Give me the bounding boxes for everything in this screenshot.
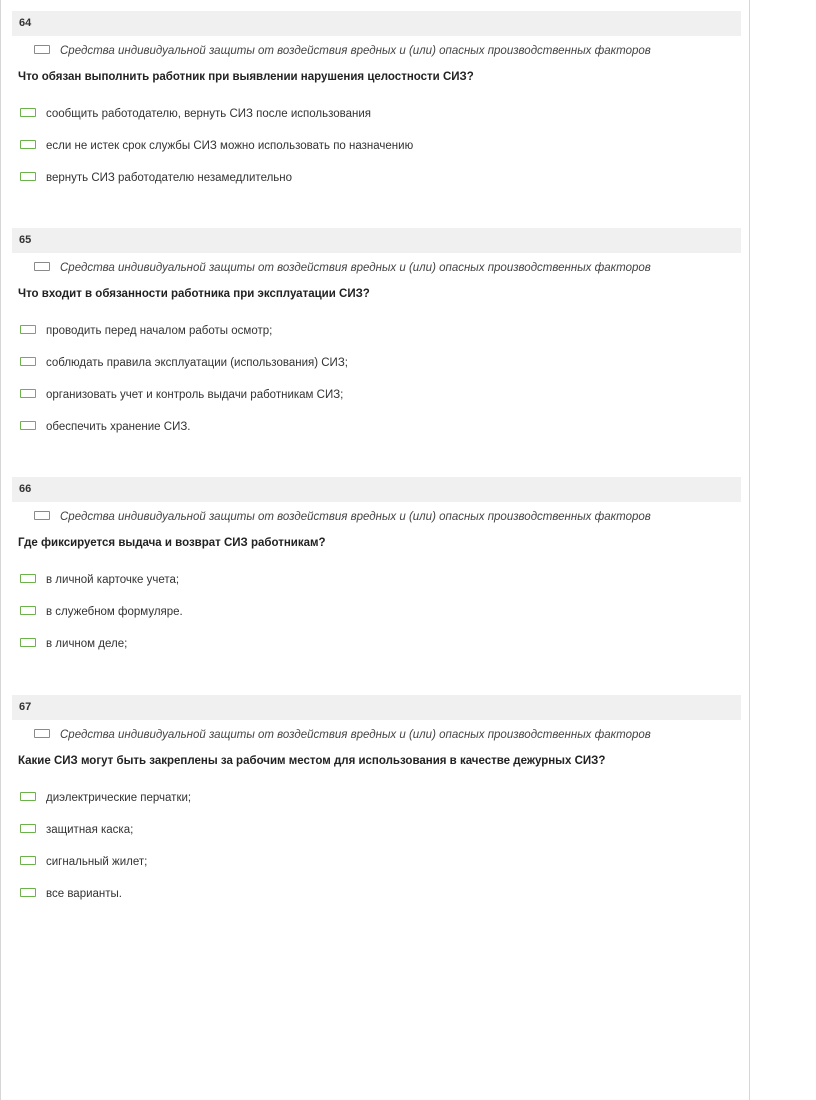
image-icon — [20, 888, 36, 897]
image-icon — [20, 325, 36, 334]
question-header — [12, 11, 741, 36]
image-icon — [20, 421, 36, 430]
question-number: 66 — [19, 483, 32, 495]
image-icon — [20, 140, 36, 149]
question-header — [12, 477, 741, 502]
answer-text: обеспечить хранение СИЗ. — [46, 421, 191, 433]
answer-option[interactable] — [20, 325, 348, 357]
answer-option[interactable] — [20, 172, 413, 204]
image-icon — [34, 45, 50, 54]
answer-text: в личном деле; — [46, 638, 128, 650]
question-text: Где фиксируется выдача и возврат СИЗ работникам? — [18, 537, 326, 549]
answer-text: диэлектрические перчатки; — [46, 792, 192, 804]
image-icon — [20, 856, 36, 865]
question-header — [12, 695, 741, 720]
image-icon — [20, 606, 36, 615]
answer-text: проводить перед началом работы осмотр; — [46, 325, 273, 337]
answer-text: сигнальный жилет; — [46, 856, 148, 868]
answer-option[interactable] — [20, 606, 183, 638]
answer-list — [20, 792, 191, 920]
topic-text: Средства индивидуальной защиты от воздействия вредных и (или) опасных производственных факторов — [60, 511, 651, 523]
answer-text: сообщить работодателю, вернуть СИЗ после использования — [46, 108, 372, 120]
answer-text: в служебном формуляре. — [46, 606, 183, 618]
question-number: 65 — [19, 234, 32, 246]
image-icon — [20, 824, 36, 833]
topic-text: Средства индивидуальной защиты от воздействия вредных и (или) опасных производственных факторов — [60, 45, 651, 57]
answer-option[interactable] — [20, 888, 191, 920]
answer-text: защитная каска; — [46, 824, 134, 836]
answer-option[interactable] — [20, 389, 348, 421]
answer-text: если не истек срок службы СИЗ можно использовать по назначению — [46, 140, 414, 152]
question-block — [12, 695, 741, 900]
image-icon — [20, 172, 36, 181]
answer-option[interactable] — [20, 357, 348, 389]
image-icon — [20, 792, 36, 801]
question-text: Что обязан выполнить работник при выявлении нарушения целостности СИЗ? — [18, 71, 474, 83]
question-header — [12, 228, 741, 253]
image-icon — [20, 574, 36, 583]
answer-list — [20, 574, 183, 670]
answer-option[interactable] — [20, 824, 191, 856]
answer-option[interactable] — [20, 792, 191, 824]
image-icon — [34, 729, 50, 738]
image-icon — [20, 108, 36, 117]
answer-text: организовать учет и контроль выдачи работникам СИЗ; — [46, 389, 344, 401]
topic-line — [34, 729, 651, 741]
question-text: Какие СИЗ могут быть закреплены за рабочим местом для использования в качестве дежурных СИЗ? — [18, 755, 606, 767]
question-text: Что входит в обязанности работника при эксплуатации СИЗ? — [18, 288, 370, 300]
answer-option[interactable] — [20, 638, 183, 670]
answer-text: вернуть СИЗ работодателю незамедлительно — [46, 172, 293, 184]
topic-line — [34, 262, 651, 274]
image-icon — [20, 389, 36, 398]
answer-option[interactable] — [20, 856, 191, 888]
image-icon — [20, 638, 36, 647]
image-icon — [34, 262, 50, 271]
answer-option[interactable] — [20, 421, 348, 453]
answer-list — [20, 325, 348, 453]
topic-line — [34, 511, 651, 523]
topic-line — [34, 45, 651, 57]
answer-option[interactable] — [20, 140, 413, 172]
topic-text: Средства индивидуальной защиты от воздействия вредных и (или) опасных производственных факторов — [60, 729, 651, 741]
image-icon — [34, 511, 50, 520]
answer-text: соблюдать правила эксплуатации (использования) СИЗ; — [46, 357, 348, 369]
answer-text: все варианты. — [46, 888, 122, 900]
answer-option[interactable] — [20, 574, 183, 606]
answer-text: в личной карточке учета; — [46, 574, 180, 586]
question-number: 64 — [19, 17, 32, 29]
answer-list — [20, 108, 413, 204]
question-block — [12, 228, 741, 433]
question-block — [12, 11, 741, 184]
answer-option[interactable] — [20, 108, 413, 140]
image-icon — [20, 357, 36, 366]
question-number: 67 — [19, 701, 32, 713]
topic-text: Средства индивидуальной защиты от воздействия вредных и (или) опасных производственных факторов — [60, 262, 651, 274]
question-block — [12, 477, 741, 650]
